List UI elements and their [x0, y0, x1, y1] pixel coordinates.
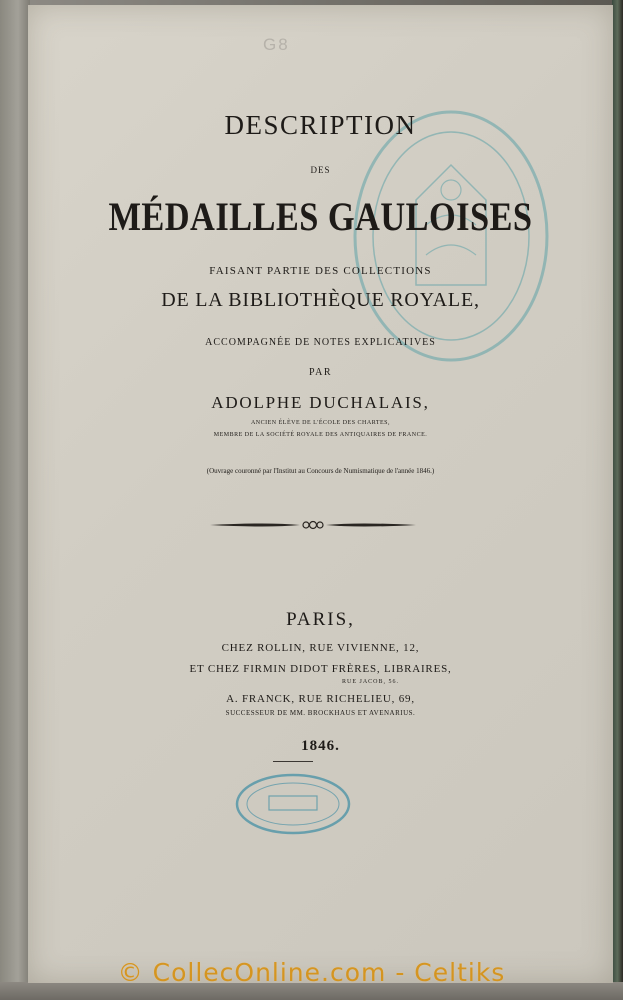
imprint-publisher-3: A. FRANCK, RUE RICHELIEU, 69, [226, 693, 415, 705]
book-left-edge [0, 0, 30, 1000]
author-credit-2: MEMBRE DE LA SOCIÉTÉ ROYALE DES ANTIQUAIRES DE FRANCE. [213, 432, 428, 438]
pencil-annotation: G8 [263, 35, 290, 54]
ornament-divider [208, 517, 418, 533]
imprint-publisher-1: CHEZ ROLLIN, RUE VIVIENNE, 12, [221, 642, 420, 654]
imprint-city: PARIS, [286, 609, 355, 630]
library-ownership-stamp [233, 771, 353, 837]
title-subtitle-3: ACCOMPAGNÉE DE NOTES EXPLICATIVES [205, 337, 436, 348]
award-note: (Ouvrage couronné par l'Institut au Concours de Numismatique de l'année 1846.) [206, 467, 435, 475]
title-subtitle-2: DE LA BIBLIOTHÈQUE ROYALE, [161, 289, 480, 311]
imprint-address: RUE JACOB, 56. [341, 679, 399, 685]
title-description: DESCRIPTION [224, 110, 417, 140]
book-cover-edge [612, 0, 623, 1000]
title-des: DES [310, 165, 331, 175]
title-subtitle-1: FAISANT PARTIE DES COLLECTIONS [209, 265, 432, 277]
title-page [28, 5, 613, 983]
author-par: PAR [308, 367, 333, 378]
author-credit-1: ANCIEN ÉLÈVE DE L'ÉCOLE DES CHARTES, [250, 420, 391, 426]
imprint-successor: SUCCESSEUR DE MM. BROCKHAUS ET AVENARIUS. [225, 709, 416, 717]
year-underline [273, 761, 313, 762]
publication-year: 1846. [301, 738, 340, 754]
title-main: MÉDAILLES GAULOISES [108, 194, 533, 239]
imprint-publisher-2: ET CHEZ FIRMIN DIDOT FRÈRES, LIBRAIRES, [189, 663, 452, 675]
author-name: ADOLPHE DUCHALAIS, [211, 393, 430, 412]
watermark-copyright: © CollecOnline.com - Celtiks [117, 958, 506, 987]
